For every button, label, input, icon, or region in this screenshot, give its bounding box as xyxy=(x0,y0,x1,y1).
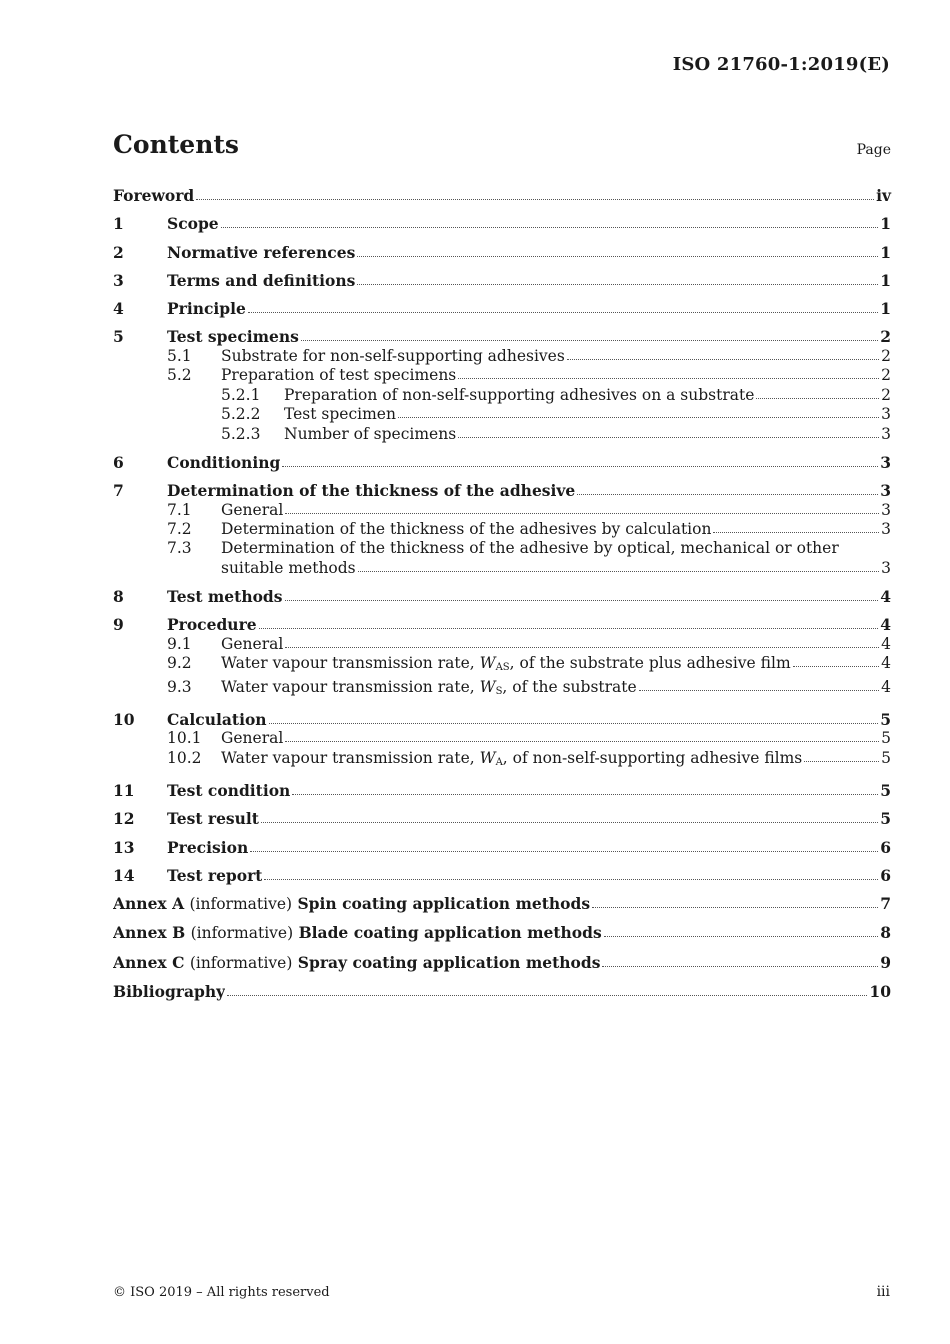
toc-entry-7-3-continued[interactable]: suitable methods 3 xyxy=(221,558,891,577)
toc-entry-3[interactable]: 3 Terms and definitions 1 xyxy=(113,270,891,290)
toc-entry-5[interactable]: 5 Test specimens 2 xyxy=(113,327,891,347)
title-row xyxy=(113,130,891,170)
toc-entry-annex-b[interactable]: Annex B (informative) Blade coating application methods 8 xyxy=(113,923,891,943)
table-of-contents xyxy=(113,184,891,1001)
toc-entry-13[interactable]: 13 Precision 6 xyxy=(113,837,891,857)
toc-entry-annex-a[interactable]: Annex A (informative) Spin coating application methods 7 xyxy=(113,894,891,914)
toc-entry-10-1[interactable]: 10.1 General 5 xyxy=(167,729,891,748)
toc-entry-5-2[interactable]: 5.2 Preparation of test specimens 2 xyxy=(167,366,891,385)
toc-entry-10[interactable]: 10 Calculation 5 xyxy=(113,709,891,729)
toc-entry-5-2-1[interactable]: 5.2.1 Preparation of non-self-supporting adhesives on a substrate 2 xyxy=(221,385,891,404)
toc-entry-10-2[interactable]: 10.2 Water vapour transmission rate, $W_A$, of non-self-supporting adhesive films 5 xyxy=(167,748,891,768)
toc-entry-8[interactable]: 8 Test methods 4 xyxy=(113,587,891,607)
toc-entry-11[interactable]: 11 Test condition 5 xyxy=(113,780,891,800)
toc-entry-7-2[interactable]: 7.2 Determination of the thickness of the adhesives by calculation 3 xyxy=(167,519,891,538)
toc-entry-7-3[interactable]: 7.3 Determination of the thickness of the adhesive by optical, mechanical or other xyxy=(167,539,839,558)
toc-entry-9-2[interactable]: 9.2 Water vapour transmission rate, $W_{AS}$, of the substrate plus adhesive film 4 xyxy=(167,654,891,674)
copyright-notice: © ISO 2019 – All rights reserved xyxy=(113,1285,330,1300)
toc-entry-4[interactable]: 4 Principle 1 xyxy=(113,299,891,319)
toc-entry-1[interactable]: 1 Scope 1 xyxy=(113,214,891,234)
toc-entry-annex-c[interactable]: Annex C (informative) Spray coating application methods 9 xyxy=(113,952,891,972)
toc-entry-9[interactable]: 9 Procedure 4 xyxy=(113,615,891,635)
page-column-label: Page xyxy=(856,142,891,158)
toc-entry-5-2-3[interactable]: 5.2.3 Number of specimens 3 xyxy=(221,424,891,443)
toc-entry-5-1[interactable]: 5.1 Substrate for non-self-supporting adhesives 2 xyxy=(167,346,891,365)
page-number: iii xyxy=(876,1284,890,1300)
toc-entry-9-1[interactable]: 9.1 General 4 xyxy=(167,634,891,653)
toc-entry-7-1[interactable]: 7.1 General 3 xyxy=(167,500,891,519)
toc-entry-7[interactable]: 7 Determination of the thickness of the adhesive 3 xyxy=(113,481,891,501)
toc-entry-14[interactable]: 14 Test report 6 xyxy=(113,865,891,885)
toc-entry-12[interactable]: 12 Test result 5 xyxy=(113,809,891,829)
toc-entry-2[interactable]: 2 Normative references 1 xyxy=(113,242,891,262)
toc-entry-5-2-2[interactable]: 5.2.2 Test specimen 3 xyxy=(221,405,891,424)
page-title: Contents xyxy=(113,130,240,159)
document-id: ISO 21760-1:2019(E) xyxy=(672,54,890,75)
toc-entry-9-3[interactable]: 9.3 Water vapour transmission rate, $W_S$, of the substrate 4 xyxy=(167,677,891,697)
toc-entry-foreword[interactable]: Foreword iv xyxy=(113,186,891,205)
toc-entry-bibliography[interactable]: Bibliography 10 xyxy=(113,982,891,1002)
toc-entry-6[interactable]: 6 Conditioning 3 xyxy=(113,452,891,472)
